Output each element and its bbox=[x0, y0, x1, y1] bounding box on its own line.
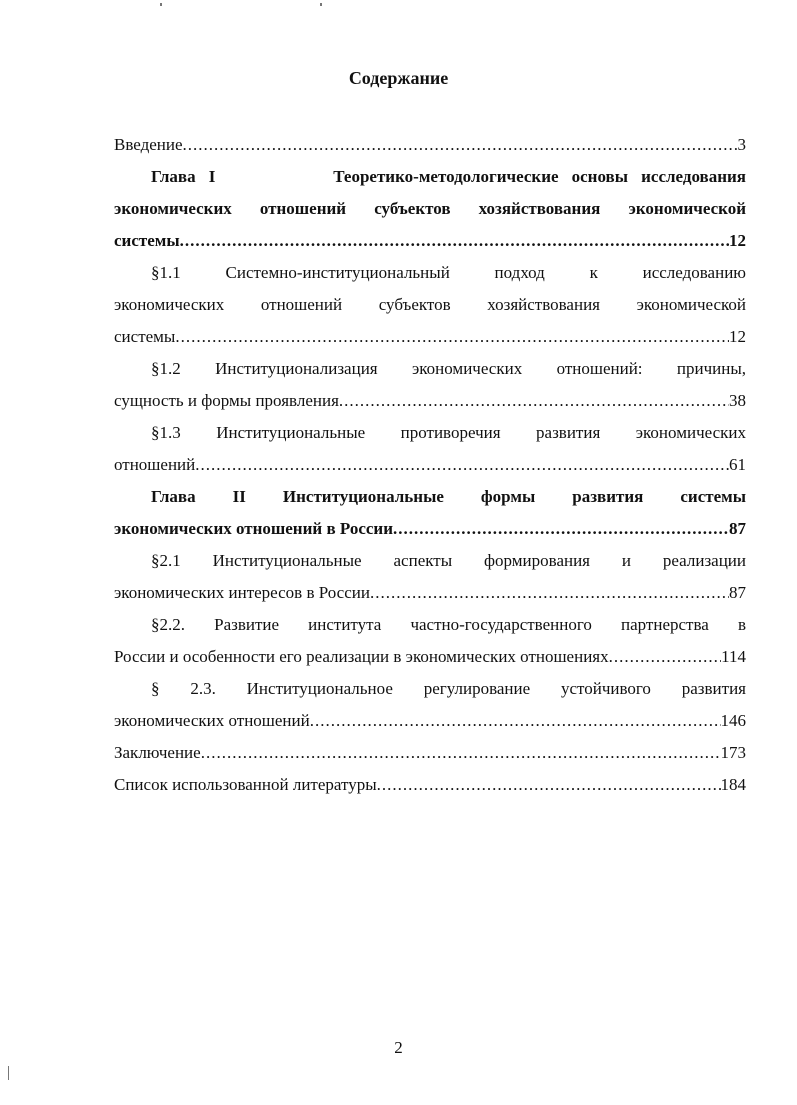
scan-artifact bbox=[320, 3, 322, 6]
dot-leader bbox=[393, 513, 729, 545]
dot-leader bbox=[377, 769, 721, 801]
toc-section-1-2-line-2 bbox=[114, 385, 746, 417]
dot-leader bbox=[201, 737, 721, 769]
toc-section-2-3-line-2 bbox=[114, 705, 746, 737]
toc-entry-title: экономических отношений субъектов хозяйствования экономической bbox=[114, 199, 746, 218]
dot-leader bbox=[175, 321, 729, 353]
dot-leader bbox=[310, 705, 721, 737]
toc-entry-title: экономических отношений bbox=[114, 711, 310, 730]
toc-entry-title: §2.1 Институциональные аспекты формирования и реализации bbox=[151, 551, 746, 570]
toc-entry-title: экономических отношений в России bbox=[114, 519, 394, 538]
toc-entry-title: России и особенности его реализации в экономических отношениях bbox=[114, 647, 609, 666]
dot-leader bbox=[370, 577, 729, 609]
toc-chapter-1-line-1 bbox=[114, 161, 746, 193]
toc-entry-title: Список использованной литературы bbox=[114, 775, 377, 794]
toc-page-number: 38 bbox=[729, 391, 746, 410]
toc-section-2-1-line-2 bbox=[114, 577, 746, 609]
dot-leader bbox=[339, 385, 729, 417]
toc-page-number: 12 bbox=[729, 231, 746, 250]
scan-artifact bbox=[8, 1066, 9, 1080]
dot-leader bbox=[180, 225, 729, 257]
toc-entry-title: экономических интересов в России bbox=[114, 583, 370, 602]
toc-section-2-2-line-1 bbox=[114, 609, 746, 641]
page-title: Содержание bbox=[348, 68, 449, 88]
toc-page-number: 184 bbox=[720, 775, 746, 794]
toc-page-number: 12 bbox=[729, 327, 746, 346]
toc-entry-bibliography bbox=[114, 769, 746, 801]
toc-section-1-1-line-3 bbox=[114, 321, 746, 353]
toc-entry-title: Глава I Теоретико-методологические основы исследования bbox=[151, 167, 746, 186]
toc-page-number: 3 bbox=[737, 135, 746, 154]
toc-page-number: 61 bbox=[729, 455, 746, 474]
toc-section-1-3-line-2 bbox=[114, 449, 746, 481]
toc-entry-introduction bbox=[114, 129, 746, 161]
toc-chapter-1-line-2 bbox=[114, 193, 746, 225]
toc-entry-title: §2.2. Развитие института частно-государственного партнерства в bbox=[151, 615, 746, 634]
dot-leader bbox=[195, 449, 729, 481]
toc-entry-title: § 2.3. Институциональное регулирование устойчивого развития bbox=[151, 679, 746, 698]
toc-section-1-2-line-1 bbox=[114, 353, 746, 385]
toc-page-number: 114 bbox=[721, 647, 746, 666]
toc-entry-title: отношений bbox=[114, 455, 196, 474]
toc-section-2-2-line-2 bbox=[114, 641, 746, 673]
toc-section-1-1-line-2 bbox=[114, 289, 746, 321]
toc-section-2-3-line-1 bbox=[114, 673, 746, 705]
toc-section-1-3-line-1 bbox=[114, 417, 746, 449]
scan-artifact bbox=[160, 3, 162, 6]
toc-entry-conclusion bbox=[114, 737, 746, 769]
toc-entry-title: §1.3 Институциональные противоречия развития экономических bbox=[151, 423, 746, 442]
toc-entry-title: сущность и формы проявления bbox=[114, 391, 339, 410]
toc-chapter-2-line-2 bbox=[114, 513, 746, 545]
toc-chapter-2-line-1 bbox=[114, 481, 746, 513]
toc-entry-title: системы bbox=[114, 327, 176, 346]
dot-leader bbox=[609, 641, 722, 673]
toc-page-number: 87 bbox=[729, 519, 746, 538]
toc-entry-title: Глава II Институциональные формы развития системы bbox=[151, 487, 746, 506]
toc-section-2-1-line-1 bbox=[114, 545, 746, 577]
toc-page-number: 87 bbox=[729, 583, 746, 602]
page-number: 2 bbox=[394, 1038, 403, 1057]
toc-page-number: 173 bbox=[720, 743, 746, 762]
dot-leader bbox=[183, 129, 738, 161]
toc-page-number: 146 bbox=[720, 711, 746, 730]
toc-section-1-1-line-1 bbox=[114, 257, 746, 289]
toc-entry-title: §1.1 Системно-институциональный подход к исследованию bbox=[151, 263, 746, 282]
toc-entry-title: экономических отношений субъектов хозяйствования экономической bbox=[114, 295, 746, 314]
toc-entry-title: системы bbox=[114, 231, 180, 250]
toc-entry-title: Введение bbox=[114, 135, 183, 154]
toc-entry-title: Заключение bbox=[114, 743, 201, 762]
toc-entry-title: §1.2 Институционализация экономических отношений: причины, bbox=[151, 359, 746, 378]
toc-chapter-1-line-3 bbox=[114, 225, 746, 257]
table-of-contents bbox=[114, 129, 746, 801]
